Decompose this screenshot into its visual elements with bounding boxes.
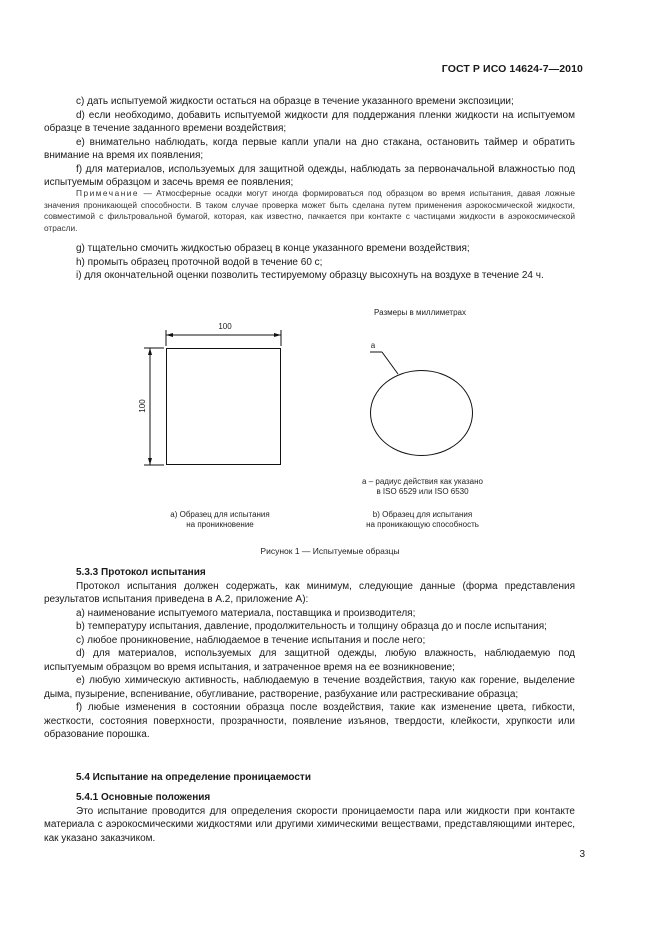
protocol-item-d: d) для материалов, используемых для защитной одежды, любую влажность, наблюдаемую под испытуемым образцом во время испытания, и затраченное время на ее возникновение;: [44, 648, 575, 673]
specimen-circle: [370, 370, 473, 456]
dimension-height-label: 100: [138, 399, 147, 413]
protocol-item-e: e) любую химическую активность, наблюдаемую в течение воздействия, такую как горение, выделение дыма, пузырение, вспенивание, обугливание, растворение, разбухание или растрескивание образца;: [44, 675, 575, 700]
section-5-3-3: [44, 566, 575, 742]
steps-bottom: [44, 242, 575, 283]
document-header: ГОСТ Р ИСО 14624-7—2010: [441, 63, 583, 75]
section-5-3-3-intro: Протокол испытания должен содержать, как минимум, следующие данные (форма представления результатов испытания приведена в А.2, приложение А):: [44, 580, 575, 605]
note-text: — Атмосферные осадки могут иногда формироваться под образцом во время испытания, давая ложные значения проникающей способности. В таком случае проверка может быть сделана путем применения аэрокосмической жидкости, совместимой с фильтровальной бумагой, которая, как известно, пачкается при контакте с частицами жидкости в аэрокосмической отрасли.: [44, 188, 575, 233]
heading-5-4-1: 5.4.1 Основные положения: [76, 792, 211, 803]
heading-5-3-3: 5.3.3 Протокол испытания: [76, 567, 206, 578]
caption-b-line2: на проникающую способность: [366, 520, 479, 529]
step-g: g) тщательно смочить жидкостью образец в конце указанного времени воздействия;: [76, 243, 470, 254]
step-f: f) для материалов, используемых для защитной одежды, наблюдать за первоначальной влажностью под испытуемым образцом и засечь время ее появления;: [44, 163, 575, 188]
specimen-square: [166, 348, 281, 465]
caption-a-line1: a) Образец для испытания: [170, 510, 270, 519]
figure-units-label: Размеры в миллиметрах: [374, 308, 466, 317]
step-d: d) если необходимо, добавить испытуемой жидкости для поддержания пленки жидкости на испытуемом образце в течение заданного времени воздействия;: [44, 109, 575, 134]
protocol-item-a: a) наименование испытуемого материала, поставщика и производителя;: [76, 607, 416, 619]
caption-a-line2: на проникновение: [186, 520, 254, 529]
note-label: Примечание: [76, 188, 140, 198]
note-paragraph: [44, 188, 575, 234]
marker-a: a: [370, 341, 376, 350]
step-h: h) промыть образец проточной водой в течение 60 с;: [76, 256, 323, 268]
figure-caption: Рисунок 1 — Испытуемые образцы: [260, 546, 400, 556]
steps-top: [44, 95, 575, 190]
step-i: i) для окончательной оценки позволить тестируемому образцу высохнуть на воздухе в течение 24 ч.: [76, 270, 544, 281]
page-number: 3: [579, 849, 585, 860]
section-5-4-1: [44, 791, 575, 845]
step-e: e) внимательно наблюдать, когда первые капли упали на дно стакана, остановить таймер и обратить внимание на время их появления;: [44, 136, 575, 161]
protocol-item-b: b) температуру испытания, давление, продолжительность и толщину образца до и после испытания;: [76, 621, 547, 632]
step-c: c) дать испытуемой жидкости остаться на образце в течение указанного времени экспозиции;: [76, 96, 514, 107]
dimension-width-label: 100: [218, 322, 232, 331]
figure-footnote-1: a – радиус действия как указано: [362, 477, 483, 486]
protocol-item-f: f) любые изменения в состоянии образца после воздействия, такие как изменение цвета, гибкости, жесткости, состояния поверхности, прозрачности, появление изъянов, твердости, клейкости, хрупкости или образование порошка.: [44, 702, 575, 740]
section-5-4-1-text: Это испытание проводится для определения скорости проницаемости пара или жидкости при контакте материала с аэрокосмическими жидкостями или другими химическими веществами, представляющими интерес, как указано заказчиком.: [44, 805, 575, 844]
figure-footnote-2: в ISO 6529 или ISO 6530: [376, 487, 469, 496]
protocol-item-c: c) любое проникновение, наблюдаемое в течение испытания и после него;: [76, 634, 426, 646]
heading-5-4: 5.4 Испытание на определение проницаемости: [76, 772, 311, 783]
caption-b-line1: b) Образец для испытания: [372, 510, 473, 519]
